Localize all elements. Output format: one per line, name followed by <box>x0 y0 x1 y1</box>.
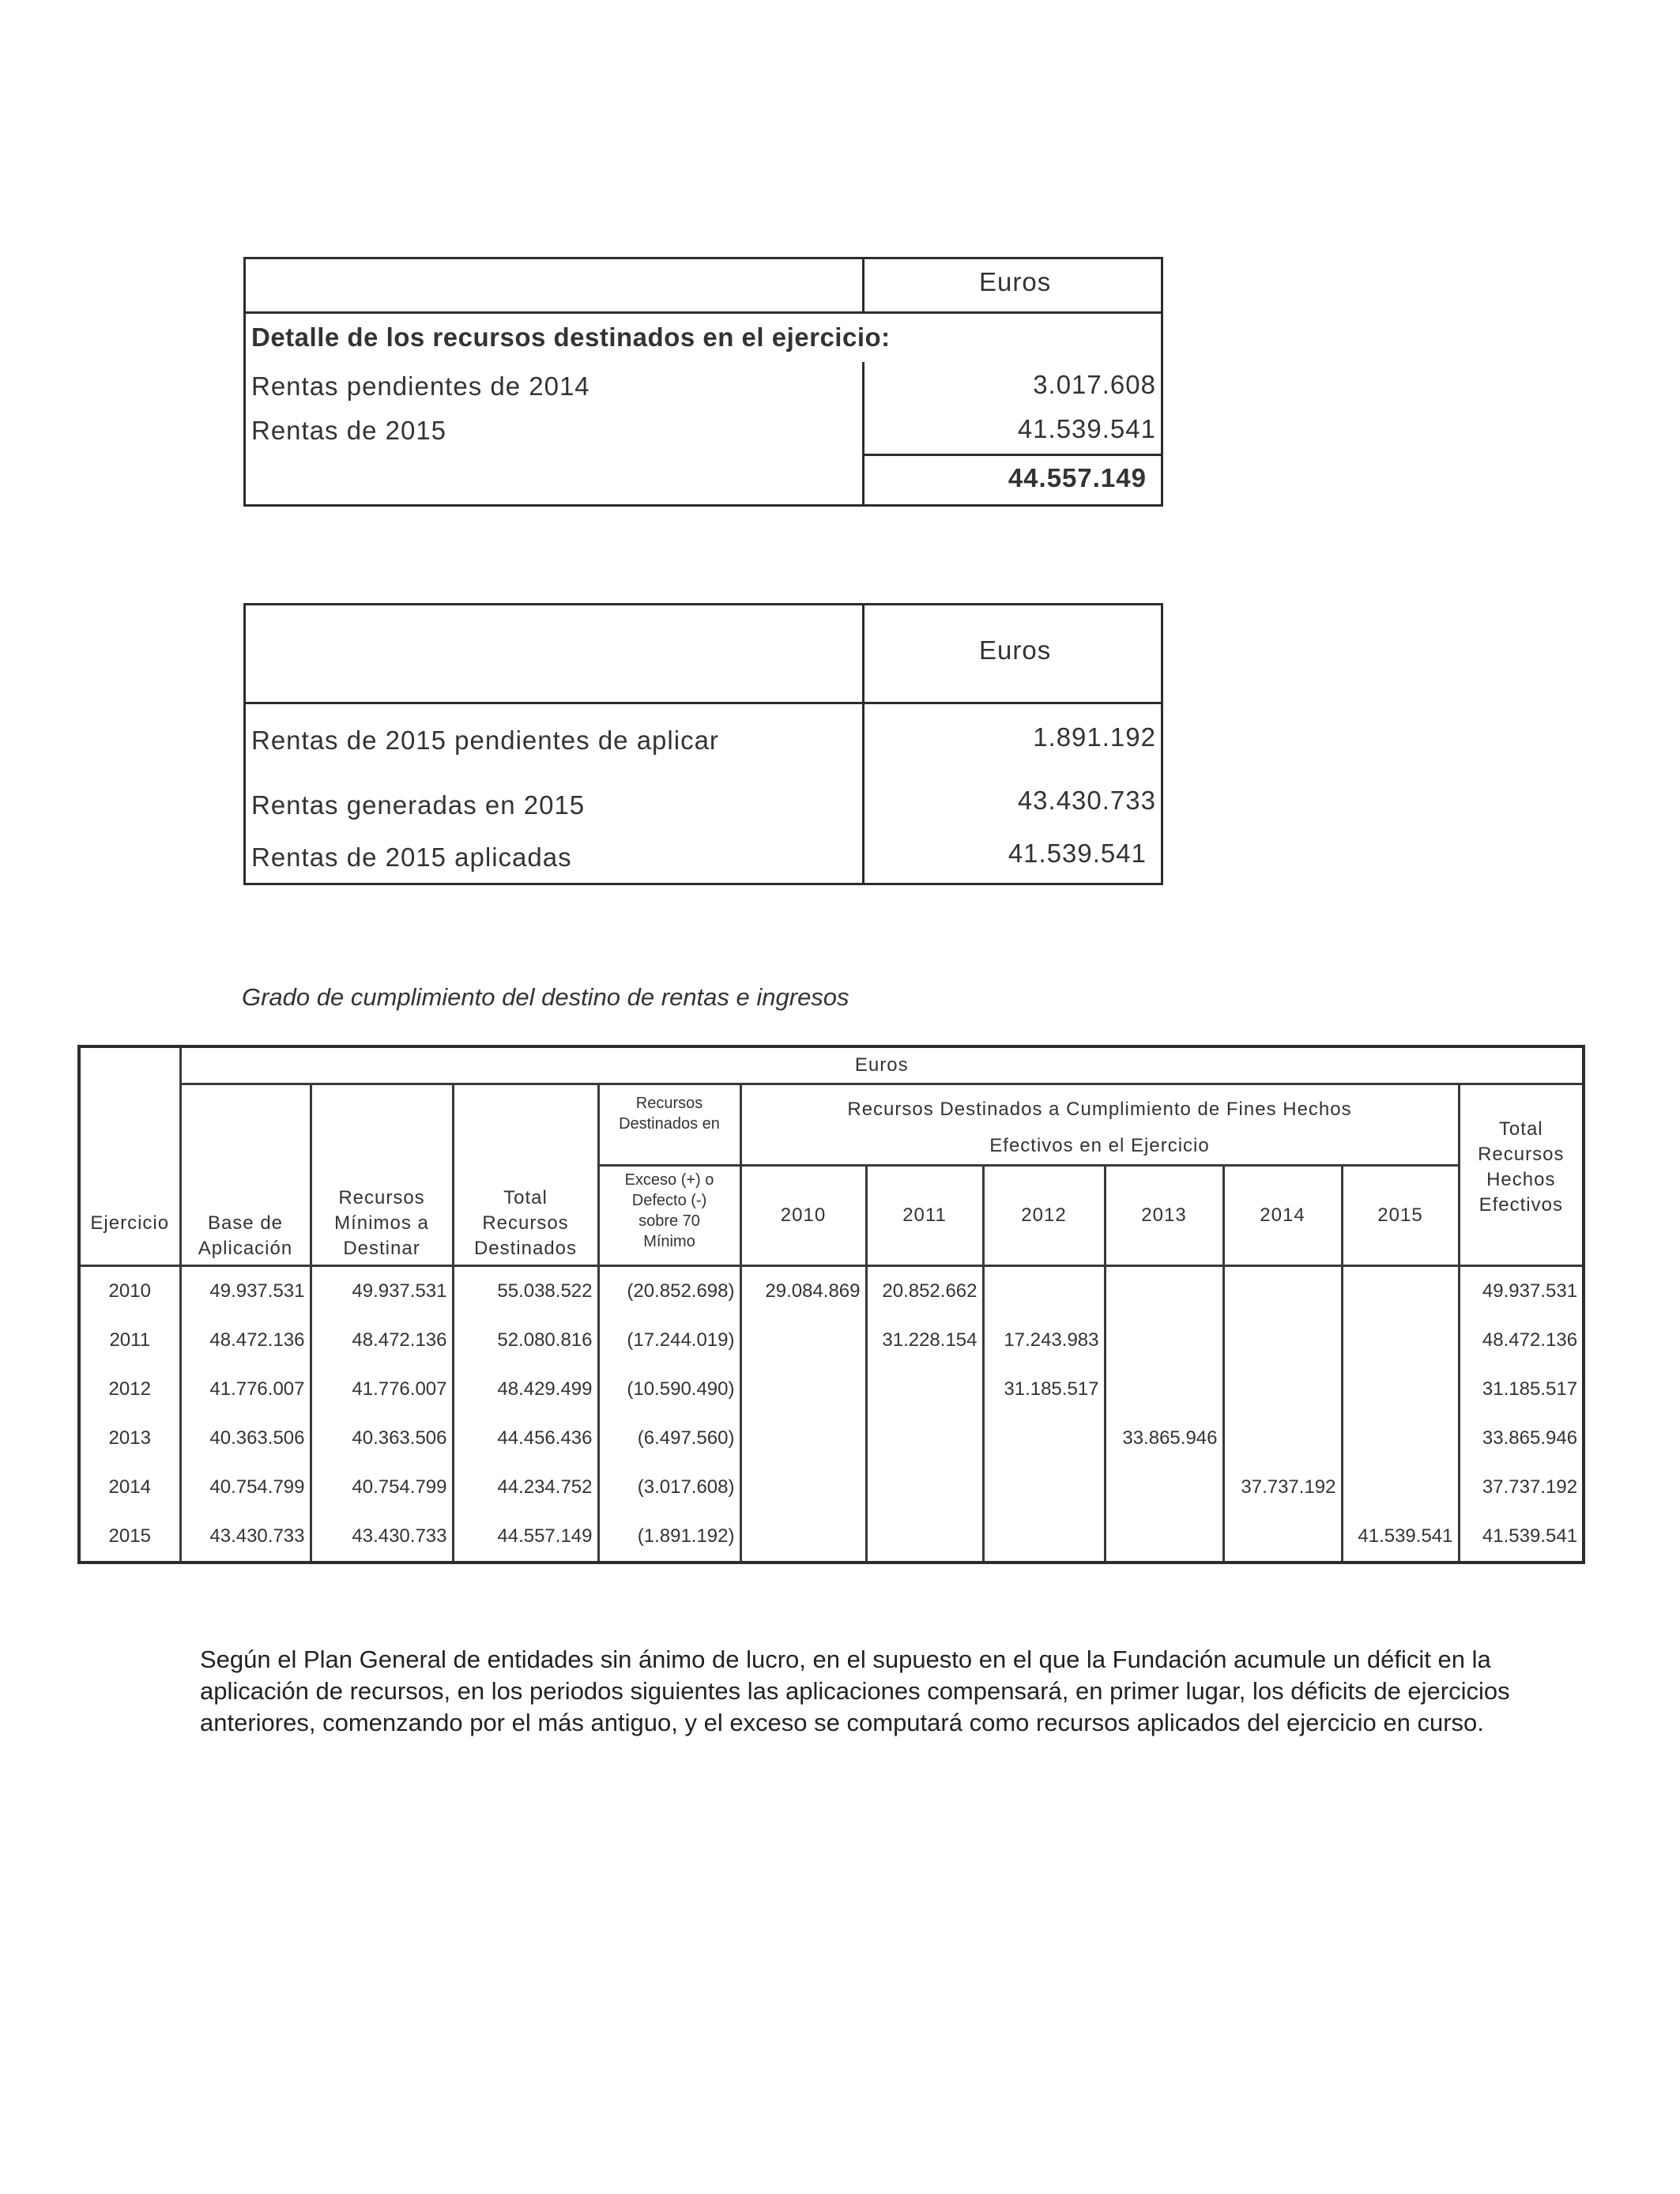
cell-year: 2010 <box>79 1266 180 1317</box>
table2-row-label: Rentas de 2015 aplicadas <box>251 843 572 872</box>
col-exceso-line: Destinados en <box>619 1115 720 1133</box>
cell-exceso: (17.244.019) <box>598 1316 740 1365</box>
cell-2013 <box>1105 1463 1223 1512</box>
table-row <box>79 1266 1584 1317</box>
table1-euros-header: Euros <box>979 267 1052 296</box>
total-divider <box>862 454 1161 456</box>
cell-total: 55.038.522 <box>453 1266 598 1317</box>
table1-row-label: Rentas pendientes de 2014 <box>251 371 590 401</box>
euros-header: Euros <box>180 1046 1584 1084</box>
resources-detail-table <box>243 257 1163 507</box>
cell-2014 <box>1223 1365 1342 1414</box>
rentas-2015-table <box>243 603 1163 885</box>
col-base-header <box>180 1084 311 1266</box>
cell-2012 <box>983 1266 1105 1317</box>
table-row <box>79 1414 1584 1463</box>
cell-2015 <box>1342 1365 1459 1414</box>
col-base-line: Aplicación <box>198 1238 293 1259</box>
cell-exceso: (3.017.608) <box>598 1463 740 1512</box>
cell-total: 48.429.499 <box>453 1365 598 1414</box>
cell-2015: 41.539.541 <box>1342 1512 1459 1563</box>
table2-row-value: 41.539.541 <box>1008 839 1147 868</box>
cell-2013 <box>1105 1365 1223 1414</box>
cell-2012: 17.243.983 <box>983 1316 1105 1365</box>
cell-2014 <box>1223 1414 1342 1463</box>
cell-base: 41.776.007 <box>180 1365 311 1414</box>
explanatory-paragraph: Según el Plan General de entidades sin ánimo de lucro, en el supuesto en el que la Fundación acumule un déficit en la aplicación de recursos, en los periodos siguientes las aplicaciones compensará, en primer lugar, los déficits de ejercicios anteriores, comenzando por el más antiguo, y el exceso se computará como recursos aplicados del ejercicio en curso. <box>200 1646 1510 1736</box>
cell-2014 <box>1223 1316 1342 1365</box>
header-divider <box>246 702 1161 704</box>
cell-2011 <box>866 1463 983 1512</box>
table-row <box>79 1365 1584 1414</box>
col-hechos-line: Hechos <box>1486 1169 1556 1190</box>
col-total-line: Destinados <box>473 1238 578 1259</box>
year-header-2011: 2011 <box>866 1166 983 1266</box>
column-divider <box>862 259 864 314</box>
column-divider <box>862 362 864 507</box>
table1-title: Detalle de los recursos destinados en el ejercicio: <box>251 322 891 352</box>
cell-2010 <box>740 1512 866 1563</box>
cell-base: 49.937.531 <box>180 1266 311 1317</box>
col-hechos-line: Efectivos <box>1478 1194 1563 1216</box>
table2-row-label: Rentas de 2015 pendientes de aplicar <box>251 726 719 755</box>
cell-year: 2013 <box>79 1414 180 1463</box>
col-hechos-header <box>1459 1084 1584 1266</box>
cell-2010: 29.084.869 <box>740 1266 866 1317</box>
cell-2011 <box>866 1365 983 1414</box>
cell-hechos: 49.937.531 <box>1459 1266 1584 1317</box>
year-header-2013: 2013 <box>1105 1166 1223 1266</box>
compliance-table <box>77 1045 1585 1564</box>
col-hechos-line: Recursos <box>1478 1144 1565 1165</box>
table2-row-value: 1.891.192 <box>1033 722 1156 752</box>
cell-hechos: 33.865.946 <box>1459 1414 1584 1463</box>
col-exceso-line: Recursos <box>635 1095 703 1112</box>
fines-group-header <box>740 1084 1459 1166</box>
fines-group-line: Efectivos en el Ejercicio <box>989 1135 1210 1156</box>
cell-hechos: 41.539.541 <box>1459 1512 1584 1563</box>
table2-row-label: Rentas generadas en 2015 <box>251 790 586 820</box>
cell-2011 <box>866 1512 983 1563</box>
cell-year: 2012 <box>79 1365 180 1414</box>
cell-total: 52.080.816 <box>453 1316 598 1365</box>
cell-2012 <box>983 1414 1105 1463</box>
table1-row-label: Rentas de 2015 <box>251 416 447 445</box>
table1-row-value: 41.539.541 <box>1017 414 1156 443</box>
col-exceso-header-top <box>598 1084 740 1166</box>
cell-total: 44.234.752 <box>453 1463 598 1512</box>
cell-hechos: 31.185.517 <box>1459 1365 1584 1414</box>
cell-base: 40.363.506 <box>180 1414 311 1463</box>
cell-2010 <box>740 1365 866 1414</box>
col-minimos-line: Destinar <box>343 1238 420 1259</box>
table3-caption: Grado de cumplimiento del destino de rentas e ingresos <box>242 983 849 1011</box>
column-divider <box>862 605 864 883</box>
col-total-line: Recursos <box>482 1212 569 1234</box>
table-row <box>79 1316 1584 1365</box>
cell-hechos: 48.472.136 <box>1459 1316 1584 1365</box>
cell-2014 <box>1223 1512 1342 1563</box>
year-header-2010: 2010 <box>740 1166 866 1266</box>
col-exceso-header-bottom <box>598 1166 740 1266</box>
cell-2012 <box>983 1512 1105 1563</box>
cell-2012: 31.185.517 <box>983 1365 1105 1414</box>
table1-row-value: 3.017.608 <box>1033 370 1156 399</box>
cell-hechos: 37.737.192 <box>1459 1463 1584 1512</box>
cell-2015 <box>1342 1316 1459 1365</box>
table2-euros-header: Euros <box>979 635 1052 665</box>
cell-minimos: 48.472.136 <box>311 1316 453 1365</box>
year-header-2012: 2012 <box>983 1166 1105 1266</box>
cell-year: 2011 <box>79 1316 180 1365</box>
cell-minimos: 43.430.733 <box>311 1512 453 1563</box>
cell-2015 <box>1342 1414 1459 1463</box>
cell-2013 <box>1105 1316 1223 1365</box>
col-minimos-header <box>311 1084 453 1266</box>
col-base-line: Base de <box>207 1212 284 1234</box>
cell-2011: 31.228.154 <box>866 1316 983 1365</box>
cell-2010 <box>740 1414 866 1463</box>
col-minimos-line: Mínimos a <box>334 1212 429 1234</box>
cell-year: 2014 <box>79 1463 180 1512</box>
cell-base: 40.754.799 <box>180 1463 311 1512</box>
col-exceso-line: sobre 70 <box>638 1212 700 1230</box>
table2-row-value: 43.430.733 <box>1017 786 1156 815</box>
cell-2015 <box>1342 1463 1459 1512</box>
year-header-2015: 2015 <box>1342 1166 1459 1266</box>
col-exceso-line: Mínimo <box>643 1233 695 1250</box>
cell-exceso: (20.852.698) <box>598 1266 740 1317</box>
table1-total: 44.557.149 <box>1008 463 1147 492</box>
cell-base: 48.472.136 <box>180 1316 311 1365</box>
cell-exceso: (6.497.560) <box>598 1414 740 1463</box>
col-ejercicio-header: Ejercicio <box>79 1046 180 1266</box>
cell-2013 <box>1105 1266 1223 1317</box>
table-row <box>79 1463 1584 1512</box>
year-header-2014: 2014 <box>1223 1166 1342 1266</box>
col-exceso-line: Defecto (-) <box>631 1192 707 1209</box>
cell-2013 <box>1105 1512 1223 1563</box>
col-total-line: Total <box>503 1187 548 1208</box>
col-minimos-line: Recursos <box>338 1187 425 1208</box>
col-hechos-line: Total <box>1498 1118 1543 1140</box>
cell-2011 <box>866 1414 983 1463</box>
cell-2012 <box>983 1463 1105 1512</box>
col-exceso-line: Exceso (+) o <box>624 1171 714 1189</box>
fines-group-line: Recursos Destinados a Cumplimiento de Fines Hechos <box>847 1099 1352 1120</box>
cell-year: 2015 <box>79 1512 180 1563</box>
header-divider <box>246 311 1161 314</box>
cell-base: 43.430.733 <box>180 1512 311 1563</box>
cell-total: 44.456.436 <box>453 1414 598 1463</box>
cell-minimos: 41.776.007 <box>311 1365 453 1414</box>
col-total-header <box>453 1084 598 1266</box>
cell-2014 <box>1223 1266 1342 1317</box>
cell-minimos: 40.363.506 <box>311 1414 453 1463</box>
cell-minimos: 40.754.799 <box>311 1463 453 1512</box>
cell-2014: 37.737.192 <box>1223 1463 1342 1512</box>
cell-2010 <box>740 1463 866 1512</box>
cell-2011: 20.852.662 <box>866 1266 983 1317</box>
cell-total: 44.557.149 <box>453 1512 598 1563</box>
cell-2010 <box>740 1316 866 1365</box>
cell-exceso: (10.590.490) <box>598 1365 740 1414</box>
cell-minimos: 49.937.531 <box>311 1266 453 1317</box>
table-row <box>79 1512 1584 1563</box>
cell-2015 <box>1342 1266 1459 1317</box>
cell-exceso: (1.891.192) <box>598 1512 740 1563</box>
cell-2013: 33.865.946 <box>1105 1414 1223 1463</box>
